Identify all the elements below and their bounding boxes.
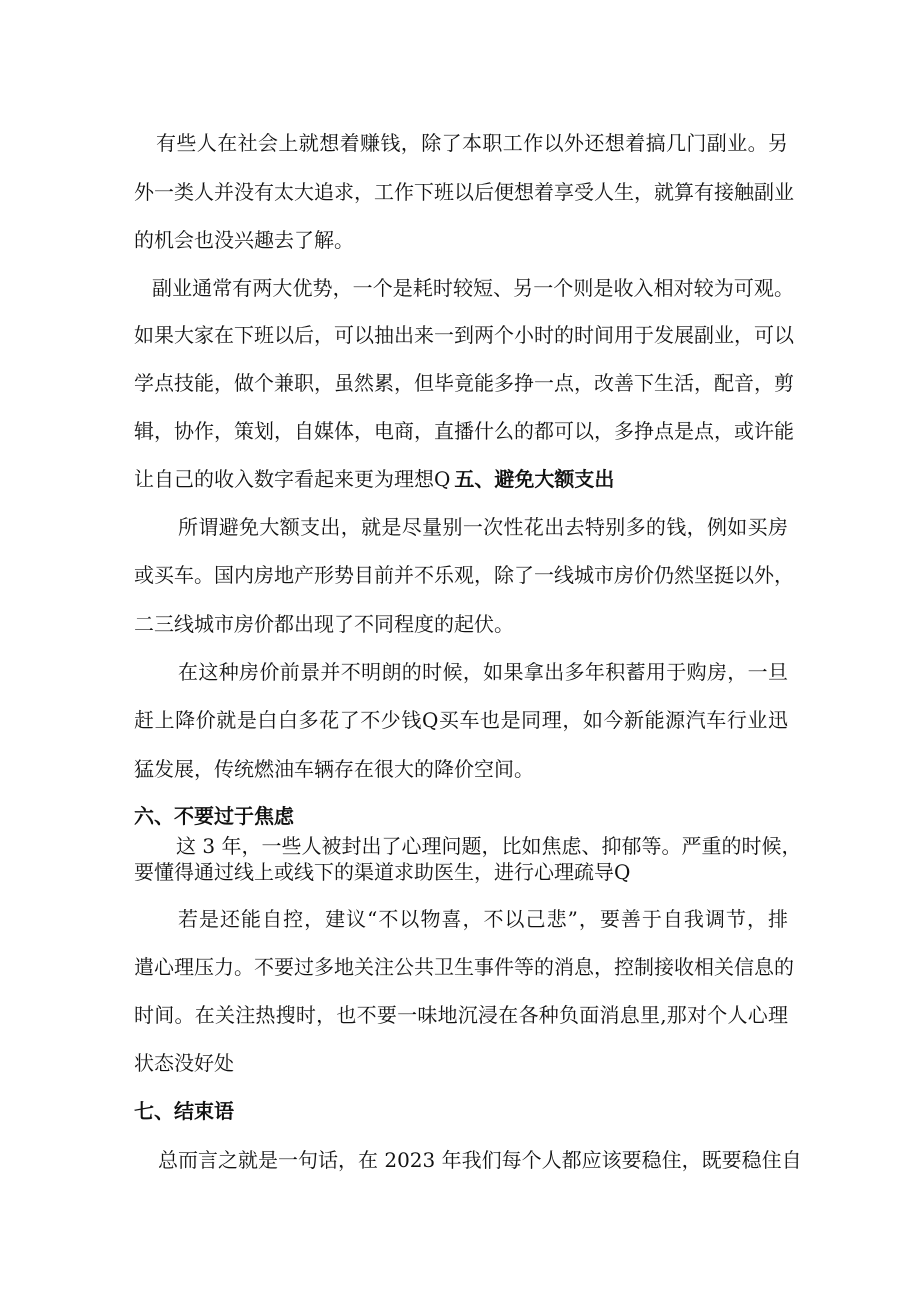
paragraph-line: 有些人在社会上就想着赚钱，除了本职工作以外还想着搞几门副业。另 — [156, 131, 788, 155]
paragraph-line: 辑，协作，策划，自媒体，电商，直播什么的都可以，多挣点是点，或许能 — [134, 419, 794, 443]
paragraph-line: 赶上降价就是白白多花了不少钱Q买车也是同理，如今新能源汽车行业迅 — [134, 708, 788, 732]
paragraph-line: 若是还能自控，建议“不以物喜，不以己悲”，要善于自我调节，排 — [178, 907, 788, 931]
paragraph-line: 总而言之就是一句话，在 2023 年我们每个人都应该要稳住，既要稳住自 — [158, 1148, 802, 1172]
section-heading-7: 七、结束语 — [134, 1099, 234, 1123]
paragraph-line: 或买车。国内房地产形势目前并不乐观，除了一线城市房价仍然坚挺以外， — [134, 563, 794, 587]
paragraph-text: 让自己的收入数字看起来更为理想Q — [134, 467, 451, 491]
paragraph-line: 猛发展，传统燃油车辆存在很大的降价空间。 — [134, 757, 534, 781]
paragraph-line: 外一类人并没有太大追求，工作下班以后便想着享受人生，就算有接触副业 — [134, 180, 794, 204]
paragraph-line: 副业通常有两大优势，一个是耗时较短、另一个则是收入相对较为可观。 — [152, 276, 794, 300]
section-heading-5: 五、避免大额支出 — [454, 467, 615, 491]
paragraph-line: 的机会也没兴趣去了解。 — [134, 228, 354, 252]
paragraph-line: 要懂得通过线上或线下的渠道求助医生，进行心理疏导Q — [134, 860, 631, 884]
section-heading-6: 六、不要过于焦虑 — [134, 804, 294, 828]
paragraph-line: 学点技能，做个兼职，虽然累，但毕竟能多挣一点，改善下生活，配音，剪 — [134, 371, 794, 395]
paragraph-line: 所谓避免大额支出，就是尽量别一次性花出去特别多的钱，例如买房 — [178, 515, 788, 539]
paragraph-line: 二三线城市房价都出现了不同程度的起伏。 — [134, 612, 514, 636]
paragraph-line: 时间。在关注热搜时，也不要一味地沉浸在各种负面消息里,那对个人心理 — [134, 1003, 788, 1027]
paragraph-line: 遣心理压力。不要过多地关注公共卫生事件等的消息，控制接收相关信息的 — [134, 955, 794, 979]
paragraph-line: 在这种房价前景并不明朗的时候，如果拿出多年积蓄用于购房，一旦 — [178, 660, 788, 684]
paragraph-line — [134, 467, 614, 491]
paragraph-line: 如果大家在下班以后，可以抽出来一到两个小时的时间用于发展副业，可以 — [134, 323, 794, 347]
paragraph-line: 状态没好处 — [134, 1051, 234, 1075]
paragraph-line: 这 3 年，一些人被封出了心理问题，比如焦虑、抑郁等。严重的时候， — [176, 834, 802, 858]
